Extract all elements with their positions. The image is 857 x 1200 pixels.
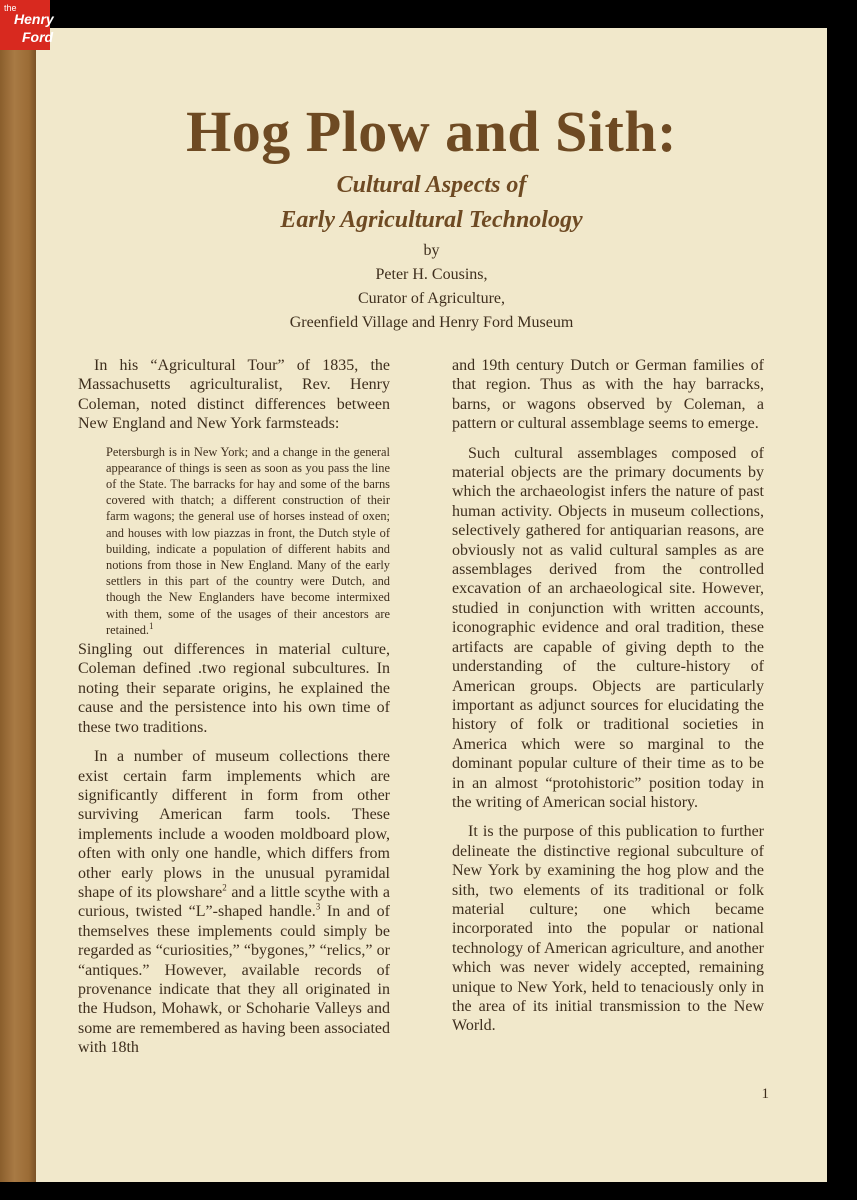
left-column — [78, 356, 390, 1068]
article-title: Hog Plow and Sith: — [186, 99, 677, 164]
byline-author: Peter H. Cousins, — [375, 266, 488, 283]
logo-the: the — [4, 3, 17, 13]
right-column — [452, 356, 764, 1046]
byline-institution: Greenfield Village and Henry Ford Museum — [289, 314, 574, 331]
left-paragraph-3-part-b: and a little scythe with a curious, twisted “L”-shaped handle. — [78, 883, 391, 921]
left-paragraph-3-part-a: In a number of museum collections there exist certain farm implements which are significantly different in form from other surviving American farm tools. These implements include a wooden moldboard plow, often with only one handle, which differs from other early plows in the unusual pyramidal shape of its plowshare — [78, 748, 390, 901]
left-paragraph-2: Singling out differences in material culture, Coleman defined .two regional subcultures. In noting their separate origins, he explained the cause and the persistence into his own time of these two traditions. — [78, 641, 390, 736]
logo-henry: Henry — [14, 11, 54, 27]
document-page — [36, 28, 827, 1182]
right-paragraph-1: and 19th century Dutch or German families of that region. Thus as with the hay barracks, barns, or wagons observed by Coleman, a pattern or cultural assemblage seems to emerge. — [452, 357, 764, 433]
block-quote — [78, 444, 390, 638]
footnote-ref-1: 1 — [149, 620, 154, 631]
left-paragraph-3-part-c: In and of themselves these implements could simply be regarded as “curiosities,” “bygones,” “relics,” or “antiques.” However, available records of provenance indicate that they all originated in the Hudson, Mohawk, or Schoharie Valleys and some are remembered as having been associated with 18th — [78, 903, 390, 1057]
page-number: 1 — [761, 1086, 769, 1102]
book-binding — [0, 28, 36, 1182]
footnote-ref-3: 3 — [315, 902, 321, 913]
henry-ford-logo — [0, 0, 54, 50]
article-subtitle-line1: Cultural Aspects of — [336, 172, 527, 198]
left-paragraph-1: In his “Agricultural Tour” of 1835, the Massachusetts agriculturalist, Rev. Henry Coleman, noted distinct differences between New England and New York farmsteads: — [78, 357, 390, 433]
left-paragraph-3 — [78, 747, 390, 1058]
block-quote-text: Petersburgh is in New York; and a change in the general appearance of things is seen as soon as you pass the line of the State. The barracks for hay and some of the barns covered with thatch; a different construction of their farm wagons; the general use of horses instead of oxen; and houses with low piazzas in front, the Dutch style of building, indicate a population of different habits and notions from those in New England. Many of the early settlers in this part of the country were Dutch, and though the New Englanders have become intermixed with them, some of the usages of their ancestors are retained. — [106, 444, 390, 637]
right-paragraph-2: Such cultural assemblages composed of material objects are the primary documents by which the archaeologist infers the nature of past human activity. Objects in museum collections, selectively gathered for antiquarian reasons, are obviously not as valid cultural samples as are assemblages derived from the controlled excavation of an archaeological site. However, studied in conjunction with written accounts, iconographic evidence and oral tradition, these artifacts are capable of giving depth to the understanding of the culture-history of American groups. Objects are particularly important as adjunct sources for elucidating the history of folk or traditional societies in America which were so marginal to the dominant popular culture of their time as to be in an almost “protohistoric” position today in the writing of American social history. — [452, 444, 764, 811]
footnote-ref-2: 2 — [222, 882, 227, 893]
byline-by: by — [423, 242, 440, 259]
article-subtitle-line2: Early Agricultural Technology — [280, 207, 583, 233]
logo-ford: Ford — [22, 29, 54, 45]
byline-role: Curator of Agriculture, — [357, 290, 506, 307]
right-paragraph-3: It is the purpose of this publication to further delineate the distinctive regional subculture of New York by examining the hog plow and the sith, two elements of its traditional or folk material culture; one which became incorporated into the popular or national technology of American agriculture, and another which was never widely accepted, remaining unique to New York, held to tenaciously only in the area of its initial transmission to the New World. — [452, 823, 764, 1035]
